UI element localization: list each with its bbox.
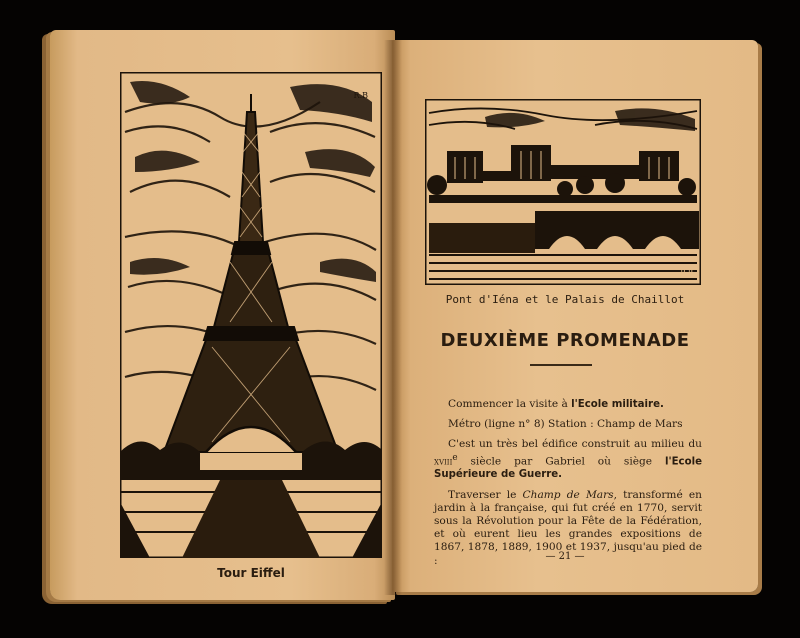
p3-text: C'est un très bel édifice construit au milieu du <box>448 438 702 451</box>
paragraph-2: Métro (ligne n° 8) Station : Champ de Mars <box>448 418 683 431</box>
p3-mid: siècle par Gabriel où siège <box>457 455 665 468</box>
p4-text: Traverser le <box>448 488 523 501</box>
p4-italic: Champ de Mars <box>522 488 614 501</box>
p3-century: xviii <box>434 455 453 468</box>
heading-rule <box>530 364 592 366</box>
p1-text: Commencer la visite à <box>448 398 572 410</box>
paragraph-3 <box>434 438 702 481</box>
right-caption: Pont d'Iéna et le Palais de Chaillot <box>445 293 685 306</box>
left-monogram: R.B <box>353 91 368 100</box>
chaillot-bridge-illustration <box>425 99 701 285</box>
paragraph-1 <box>434 398 702 411</box>
left-caption: Tour Eiffel <box>217 566 285 580</box>
book-gutter <box>384 40 402 595</box>
p1-bold: l'Ecole militaire. <box>571 399 664 410</box>
chapter-heading: DEUXIÈME PROMENADE <box>440 330 690 351</box>
eiffel-tower-illustration <box>120 72 382 558</box>
page-number: — 21 — <box>545 551 585 562</box>
body-text <box>434 398 702 575</box>
p3-sup: e <box>452 452 458 463</box>
p4-post: , transformé en jardin à la française, qui fut créé en 1770, servit sous la Révolution pour la Fête de la Fédération, et où eurent lieu les grandes expositions de 1867, 1878, 1889, 1900 et 1937, jusqu'au pied de : <box>434 488 702 567</box>
right-monogram: R.B <box>680 269 693 277</box>
p3-bold: l'Ecole Supérieure de Guerre. <box>434 456 702 481</box>
